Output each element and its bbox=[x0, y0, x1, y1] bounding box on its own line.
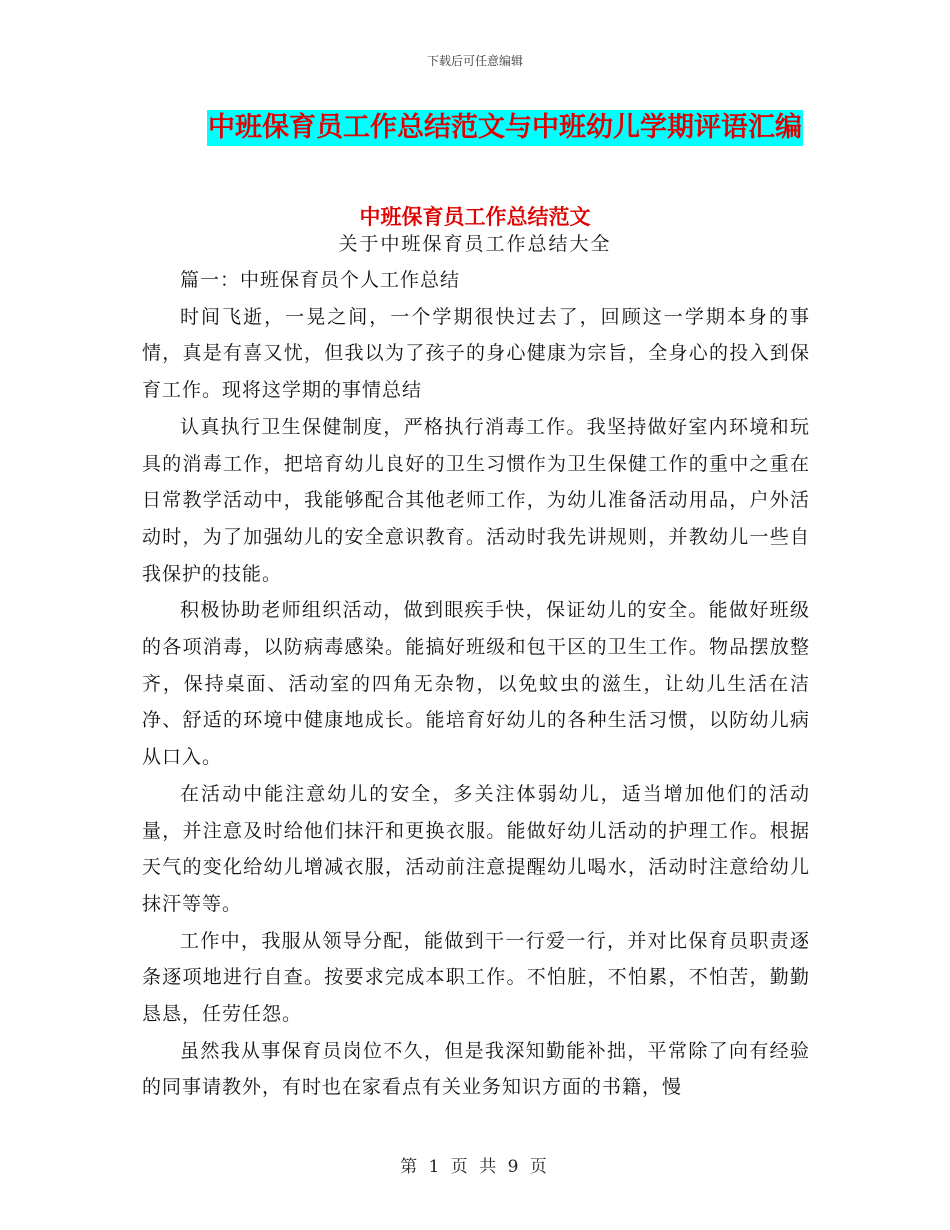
paragraph: 工作中，我服从领导分配，能做到干一行爱一行，并对比保育员职责逐条逐项地进行自查。按要求完成本职工作。不怕脏，不怕累，不怕苦，勤勤恳恳，任劳任怨。 bbox=[142, 929, 810, 1026]
paragraph: 认真执行卫生保健制度，严格执行消毒工作。我坚持做好室内环境和玩具的消毒工作，把培育幼儿良好的卫生习惯作为卫生保健工作的重中之重在日常教学活动中，我能够配合其他老师工作，为幼儿准备活动用品，户外活动时，为了加强幼儿的安全意识教育。活动时我先讲规则，并教幼儿一些自我保护的技能。 bbox=[142, 415, 810, 585]
header-note: 下载后可任意编辑 bbox=[426, 54, 523, 68]
document-title: 中班保育员工作总结范文与中班幼儿学期评语汇编 bbox=[207, 110, 803, 146]
paragraph-chapter-heading: 篇一：中班保育员个人工作总结 bbox=[180, 269, 461, 291]
page-number-footer: 第 1 页 共 9 页 bbox=[400, 1157, 550, 1177]
paragraph: 时间飞逝，一晃之间，一个学期很快过去了，回顾这一学期本身的事情，真是有喜又忧，但我以为了孩子的身心健康为宗旨，全身心的投入到保育工作。现将这学期的事情总结 bbox=[142, 305, 810, 402]
section-title: 中班保育员工作总结范文 bbox=[359, 204, 591, 229]
document-body bbox=[142, 262, 810, 1106]
paragraph: 虽然我从事保育员岗位不久，但是我深知勤能补拙，平常除了向有经验的同事请教外，有时也在家看点有关业务知识方面的书籍，慢 bbox=[142, 1039, 810, 1099]
paragraph: 在活动中能注意幼儿的安全，多关注体弱幼儿，适当增加他们的活动量，并注意及时给他们抹汗和更换衣服。能做好幼儿活动的护理工作。根据天气的变化给幼儿增减衣服，活动前注意提醒幼儿喝水，活动时注意给幼儿抹汗等等。 bbox=[142, 782, 810, 915]
paragraph: 积极协助老师组织活动，做到眼疾手快，保证幼儿的安全。能做好班级的各项消毒，以防病毒感染。能搞好班级和包干区的卫生工作。物品摆放整齐，保持桌面、活动室的四角无杂物，以免蚊虫的滋生，让幼儿生活在洁净、舒适的环境中健康地成长。能培育好幼儿的各种生活习惯，以防幼儿病从口入。 bbox=[142, 599, 810, 769]
section-subtitle: 关于中班保育员工作总结大全 bbox=[338, 233, 612, 255]
